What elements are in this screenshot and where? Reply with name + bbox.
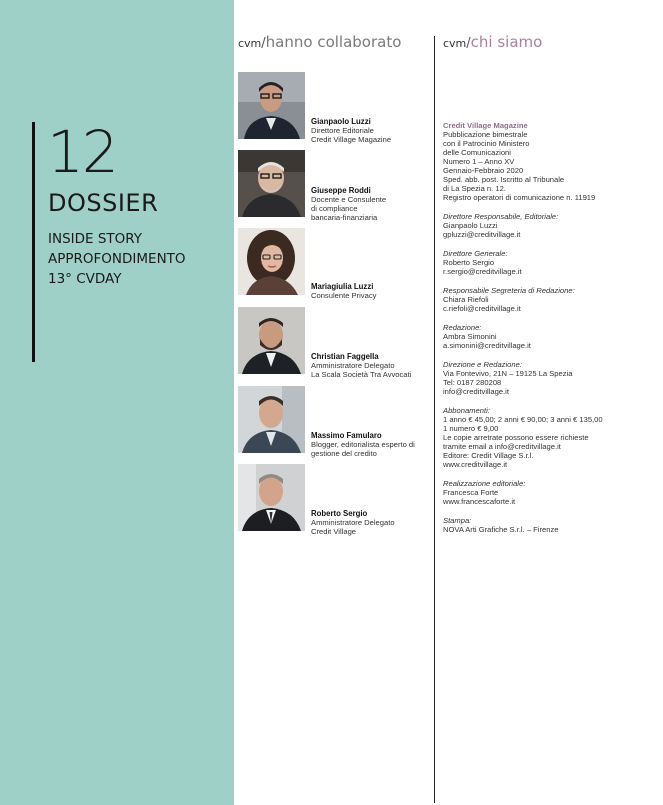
contributor-photo <box>238 307 305 374</box>
masthead-section <box>443 212 648 239</box>
website-link[interactable]: www.francescaforte.it <box>443 497 516 506</box>
contributor-card <box>238 464 434 536</box>
contributor-role: Blogger, editorialista esperto di gestione del credito <box>311 440 415 458</box>
publication-name: Credit Village Magazine <box>443 121 528 130</box>
header-slash: / <box>261 36 266 51</box>
contributor-photo <box>238 464 305 531</box>
website-link[interactable]: www.creditvillage.it <box>443 460 508 469</box>
section-line: tramite email a info@creditvillage.it <box>443 442 561 451</box>
contributor-info <box>311 117 435 144</box>
about-heading: chi siamo <box>470 33 543 51</box>
contributor-card <box>238 228 434 300</box>
section-line: Ambra Simonini <box>443 332 497 341</box>
section-label: Realizzazione editoriale: <box>443 479 526 488</box>
contributor-role: Amministratore Delegato La Scala Società Tra Avvocati <box>311 361 412 379</box>
section-title: DOSSIER <box>48 189 159 217</box>
contributor-card <box>238 72 434 144</box>
publication-line: Gennaio-Febbraio 2020 <box>443 166 524 175</box>
section-line: 1 anno € 45,00; 2 anni € 90,00; 3 anni € 135,00 <box>443 415 603 424</box>
publication-line: Sped. abb. post. Iscritto al Tribunale <box>443 175 565 184</box>
section-line: Roberto Sergio <box>443 258 495 267</box>
address-line: Via Fontevivo, 21N – 19125 La Spezia <box>443 369 573 378</box>
contributor-name: Mariagiulia Luzzi <box>311 282 374 291</box>
header-slash: / <box>466 36 471 51</box>
contributor-role: Amministratore Delegato Credit Village <box>311 518 395 536</box>
contributor-role: Consulente Privacy <box>311 291 377 300</box>
masthead-section <box>443 323 648 350</box>
section-line: Gianpaolo Luzzi <box>443 221 498 230</box>
section-label: Direttore Generale: <box>443 249 508 258</box>
dossier-panel <box>0 0 234 805</box>
contributor-name: Giuseppe Roddi <box>311 186 371 195</box>
contributor-photo <box>238 72 305 139</box>
topic-item: APPROFONDIMENTO <box>48 251 186 267</box>
section-label: Stampa: <box>443 516 472 525</box>
contributor-info <box>311 509 435 536</box>
contributor-photo <box>238 150 305 217</box>
publication-line: Numero 1 – Anno XV <box>443 157 515 166</box>
contributors-header <box>238 33 401 51</box>
publication-line: Registro operatori di comunicazione n. 11919 <box>443 193 596 202</box>
contributor-info <box>311 352 435 379</box>
section-line: Chiara Riefoli <box>443 295 489 304</box>
masthead-section <box>443 516 648 534</box>
email-link[interactable]: c.riefoli@creditvillage.it <box>443 304 521 313</box>
contributor-name: Massimo Famularo <box>311 431 382 440</box>
column-divider <box>434 36 435 803</box>
section-line: NOVA Arti Grafiche S.r.l. – Firenze <box>443 525 559 534</box>
masthead-section <box>443 249 648 276</box>
masthead-section <box>443 286 648 313</box>
contributor-role: Docente e Consulente di compliance bancaria-finanziaria <box>311 195 387 222</box>
topic-item: INSIDE STORY <box>48 231 143 247</box>
section-line: Le copie arretrate possono essere richieste <box>443 433 589 442</box>
masthead-section <box>443 360 648 396</box>
contributor-info <box>311 186 435 222</box>
publication-line: di La Spezia n. 12. <box>443 184 506 193</box>
section-line: Francesca Forte <box>443 488 499 497</box>
email-link[interactable]: info@creditvillage.it <box>443 387 509 396</box>
section-label: Direttore Responsabile, Editoriale: <box>443 212 559 221</box>
section-label: Abbonamenti: <box>443 406 490 415</box>
contributor-card <box>238 307 434 379</box>
contributor-card <box>238 150 434 222</box>
email-link[interactable]: r.sergio@creditvillage.it <box>443 267 522 276</box>
brand-logo-text: cvm <box>238 37 262 50</box>
masthead-section <box>443 406 648 469</box>
masthead-section <box>443 479 648 506</box>
contributor-photo <box>238 386 305 453</box>
topic-item: 13° CVDAY <box>48 271 122 287</box>
publication-line: delle Comunicazioni <box>443 148 511 157</box>
about-header <box>443 33 542 51</box>
section-line: 1 numero € 9,00 <box>443 424 499 433</box>
section-label: Redazione: <box>443 323 482 332</box>
publication-info <box>443 121 648 202</box>
section-label: Responsabile Segreteria di Redazione: <box>443 286 575 295</box>
contributor-name: Christian Faggella <box>311 352 379 361</box>
contributor-name: Gianpaolo Luzzi <box>311 117 371 126</box>
email-link[interactable]: a.simonini@creditvillage.it <box>443 341 531 350</box>
contributor-info <box>311 282 435 300</box>
contributors-heading: hanno collaborato <box>265 33 402 51</box>
contributor-role: Direttore Editoriale Credit Village Magazine <box>311 126 392 144</box>
accent-bar <box>32 122 35 362</box>
publication-line: Pubblicazione bimestrale <box>443 130 528 139</box>
publication-line: con il Patrocinio Ministero <box>443 139 530 148</box>
contributor-photo <box>238 228 305 295</box>
contributor-card <box>238 386 434 458</box>
brand-logo-text: cvm <box>443 37 467 50</box>
contributor-name: Roberto Sergio <box>311 509 368 518</box>
section-label: Direzione e Redazione: <box>443 360 522 369</box>
topic-list <box>48 229 186 289</box>
email-link[interactable]: gpluzzi@creditvillage.it <box>443 230 521 239</box>
masthead <box>443 121 648 544</box>
contributor-info <box>311 431 435 458</box>
issue-number: 12 <box>47 118 117 186</box>
section-line: Editore: Credit Village S.r.l. <box>443 451 534 460</box>
phone-line: Tel: 0187 280208 <box>443 378 502 387</box>
